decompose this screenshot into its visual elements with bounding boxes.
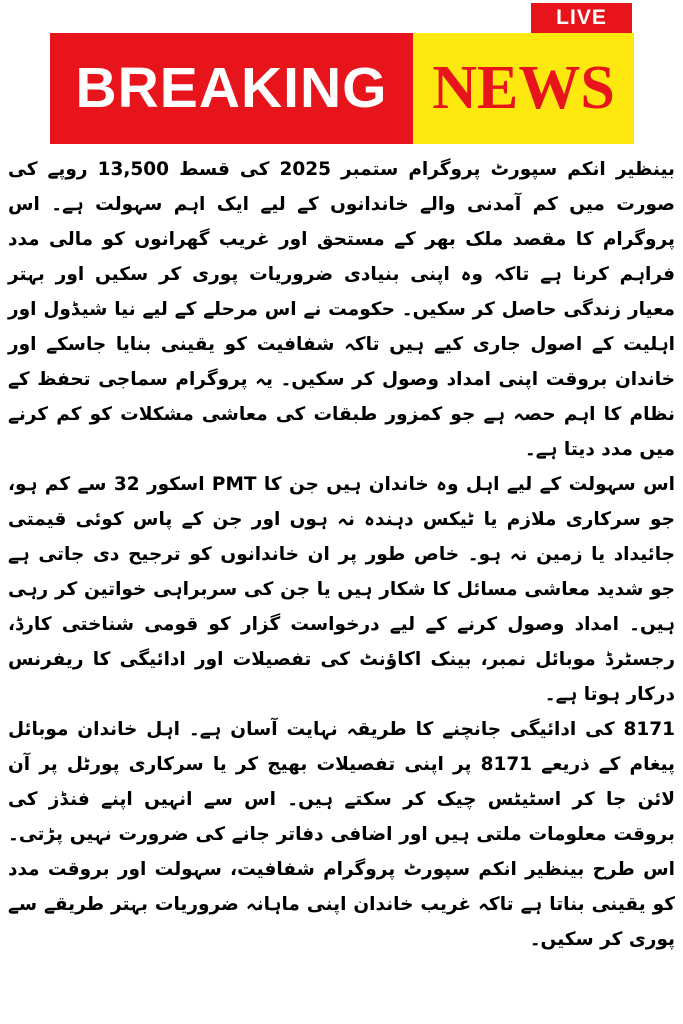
article-paragraph-1: بینظیر انکم سپورٹ پروگرام ستمبر 2025 کی قسط 13,500 روپے کی صورت میں کم آمدنی والے خاندانوں کے لیے ایک اہم سہولت ہے۔ اس پروگرام کا مقصد ملک بھر کے مستحق اور غریب گھرانوں کو مالی مدد فراہم کرنا ہے تاکہ وہ اپنی بنیادی ضروریات پوری کر سکیں اور بہتر معیار زندگی حاصل کر سکیں۔ حکومت نے اس مرحلے کے لیے نیا شیڈول اور اہلیت کے اصول جاری کیے ہیں تاکہ شفافیت کو یقینی بنایا جاسکے اور خاندان بروقت اپنی امداد وصول کر سکیں۔ یہ پروگرام سماجی تحفظ کے نظام کا اہم حصہ ہے جو کمزور طبقات کی معاشی مشکلات کو کم کرنے میں مدد دیتا ہے۔ bbox=[8, 159, 675, 460]
news-label: NEWS bbox=[413, 33, 634, 144]
breaking-news-banner bbox=[50, 33, 634, 144]
article-paragraph-3: 8171 کی ادائیگی جانچنے کا طریقہ نہایت آسان ہے۔ اہل خاندان موبائل پیغام کے ذریعے 8171 پر اپنی تفصیلات بھیج کر یا سرکاری پورٹل پر آن لائن جا کر اسٹیٹس چیک کر سکتے ہیں۔ اس سے انہیں اپنے فنڈز کی بروقت معلومات ملتی ہیں اور اضافی دفاتر جانے کی ضرورت نہیں پڑتی۔ اس طرح بینظیر انکم سپورٹ پروگرام شفافیت، سہولت اور بروقت مدد کو یقینی بناتا ہے تاکہ غریب خاندان اپنی ماہانہ ضروریات بہتر طریقے سے پوری کر سکیں۔ bbox=[8, 719, 675, 950]
article-body bbox=[8, 152, 675, 1018]
article-paragraph-2: اس سہولت کے لیے اہل وہ خاندان ہیں جن کا PMT اسکور 32 سے کم ہو، جو سرکاری ملازم یا ٹیکس دہندہ نہ ہوں اور جن کے پاس کوئی قیمتی جائیداد یا زمین نہ ہو۔ خاص طور پر ان خاندانوں کو ترجیح دی جاتی ہے جو شدید معاشی مسائل کا شکار ہیں یا جن کی سربراہی خواتین کر رہی ہیں۔ امداد وصول کرنے کے لیے درخواست گزار کو قومی شناختی کارڈ، رجسٹرڈ موبائل نمبر، بینک اکاؤنٹ کی تفصیلات اور ادائیگی کا ریفرنس درکار ہوتا ہے۔ bbox=[8, 474, 675, 705]
breaking-label: BREAKING bbox=[50, 33, 413, 144]
live-badge: LIVE bbox=[531, 3, 632, 33]
